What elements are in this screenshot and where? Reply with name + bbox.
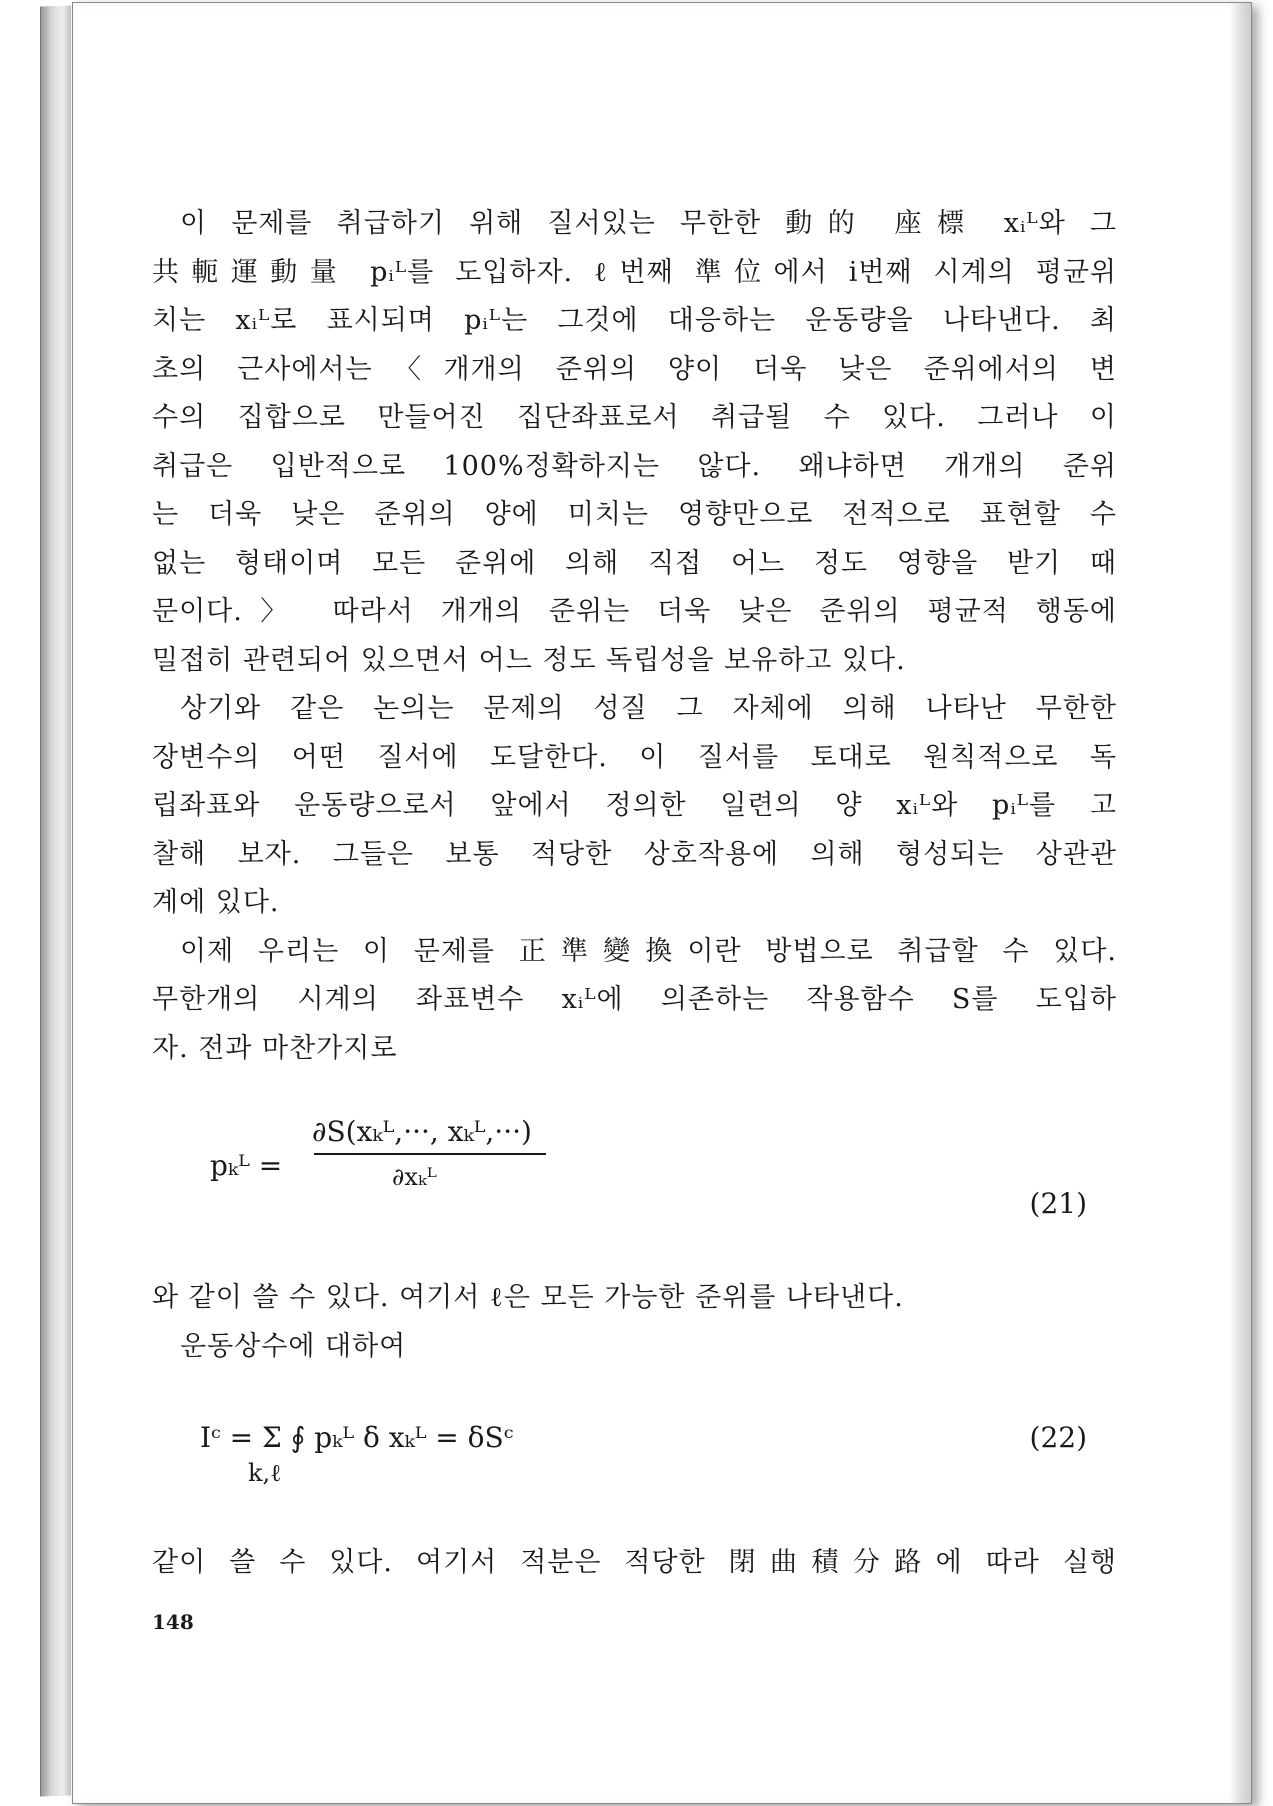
paragraph-1	[152, 200, 1117, 685]
book-spine	[40, 5, 71, 1796]
equation-22	[152, 1401, 1117, 1511]
text-line: 같이 쓸 수 있다. 여기서 적분은 적당한 閉曲積分路에 따라 실행	[152, 1547, 1117, 1578]
fraction-bar	[314, 1153, 546, 1155]
text-line: 취급은 입반적으로 100%정확하지는 않다. 왜냐하면 개개의 준위	[152, 450, 1117, 482]
equation-22-body: Iᶜ = Σ ∮ pₖᴸ δ xₖᴸ = δSᶜ	[200, 1421, 514, 1454]
text-line: 이제 우리는 이 문제를 正準變換이란 방법으로 취급할 수 있다.	[180, 935, 1117, 967]
text-line: 共軛運動量 pᵢᴸ를 도입하자. ℓ번째 準位에서 i번째 시계의 평균위	[152, 256, 1117, 288]
equation-21-numerator: ∂S(xₖᴸ,···, xₖᴸ,···)	[312, 1115, 532, 1148]
paragraph-5	[152, 1539, 1117, 1588]
page-edge-shadow	[1229, 3, 1251, 1803]
text-line: 치는 xᵢᴸ로 표시되며 pᵢᴸ는 그것에 대응하는 운동량을 나타낸다. 최	[152, 305, 1117, 336]
text-line: 운동상수에 대하여	[180, 1330, 407, 1362]
text-line: 문이다.〉 따라서 개개의 준위는 더욱 낮은 준위의 평균적 행동에	[152, 596, 1117, 627]
paragraph-4	[152, 1274, 1117, 1371]
text-line: 수의 집합으로 만들어진 집단좌표로서 취급될 수 있다. 그러나 이	[152, 402, 1117, 433]
text-line: 밀접히 관련되어 있으면서 어느 정도 독립성을 보유하고 있다.	[152, 644, 906, 676]
text-line: 계에 있다.	[152, 887, 280, 918]
equation-22-subscript: k,ℓ	[248, 1459, 282, 1487]
text-line: 와 같이 쓸 수 있다. 여기서 ℓ은 모든 가능한 준위를 나타낸다.	[152, 1282, 904, 1313]
page-content	[152, 200, 1117, 1588]
equation-21-denominator: ∂xₖᴸ	[392, 1163, 437, 1191]
text-line: 립좌표와 운동량으로서 앞에서 정의한 일련의 양 xᵢᴸ와 pᵢᴸ를 고	[152, 790, 1117, 821]
text-line: 찰해 보자. 그들은 보통 적당한 상호작용에 의해 형성되는 상관관	[152, 838, 1117, 870]
paragraph-3	[152, 928, 1117, 1074]
text-line: 상기와 같은 논의는 문제의 성질 그 자체에 의해 나타난 무한한	[180, 693, 1117, 724]
text-line: 초의 근사에서는〈개개의 준위의 양이 더욱 낮은 준위에서의 변	[152, 353, 1117, 385]
text-line: 자. 전과 마찬가지로	[152, 1032, 398, 1064]
text-line: 무한개의 시계의 좌표변수 xᵢᴸ에 의존하는 작용함수 S를 도입하	[152, 984, 1117, 1015]
text-line: 장변수의 어떤 질서에 도달한다. 이 질서를 토대로 원칙적으로 독	[152, 741, 1117, 773]
page-number: 148	[152, 1610, 194, 1634]
text-line: 는 더욱 낮은 준위의 양에 미치는 영향만으로 전적으로 표현할 수	[152, 499, 1117, 530]
equation-22-label: (22)	[1029, 1421, 1087, 1454]
equation-21	[152, 1115, 1117, 1250]
paragraph-2	[152, 685, 1117, 928]
text-line: 이 문제를 취급하기 위해 질서있는 무한한 動的 座標 xᵢᴸ와 그	[180, 208, 1117, 239]
equation-21-lhs: pₖᴸ =	[210, 1149, 283, 1182]
text-line: 없는 형태이며 모든 준위에 의해 직접 어느 정도 영향을 받기 때	[152, 547, 1117, 579]
equation-21-label: (21)	[1029, 1187, 1087, 1220]
